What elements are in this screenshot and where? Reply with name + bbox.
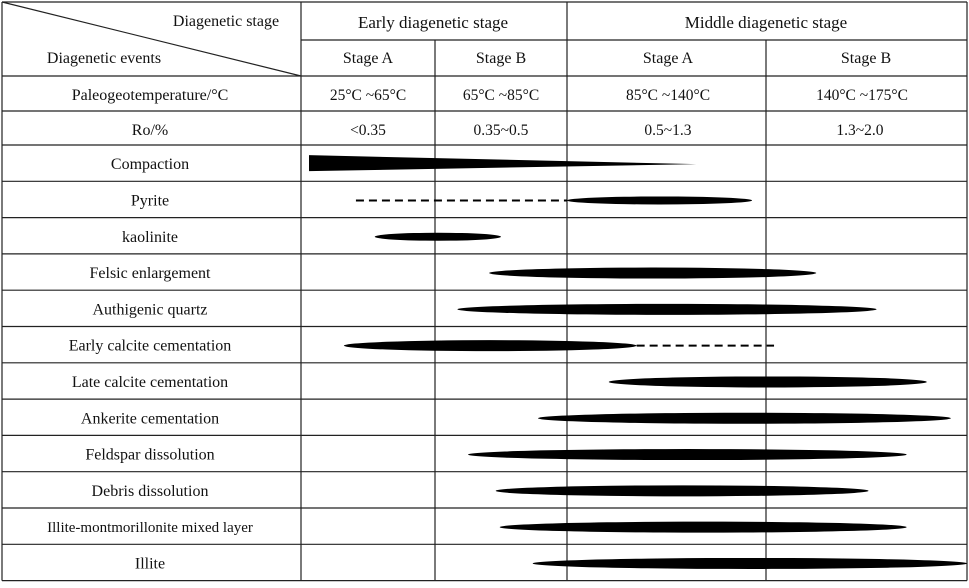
paleotemperature-middle-b: 140°C ~175°C	[816, 87, 908, 104]
paleotemperature-early-a: 25°C ~65°C	[329, 87, 407, 104]
ro-label: Ro/%	[131, 122, 169, 139]
event-labels	[47, 156, 253, 572]
event-label: Pyrite	[130, 192, 170, 210]
paleotemperature-middle-a: 85°C ~140°C	[625, 87, 711, 104]
middle-stage-heading: Middle diagenetic stage	[684, 13, 848, 32]
event-label: Feldspar dissolution	[85, 446, 215, 464]
paleotemperature-label: Paleogeotemperature/°C	[71, 87, 229, 104]
corner-events-label: Diagenetic events	[46, 50, 162, 67]
event-label: Late calcite cementation	[71, 373, 229, 391]
event-label: kaolinite	[122, 228, 178, 246]
early-stage-b: Stage B	[475, 50, 527, 67]
event-label: Ankerite cementation	[80, 410, 220, 428]
event-bar	[457, 304, 876, 315]
event-bar	[496, 485, 869, 496]
event-bar	[375, 233, 501, 241]
event-label: Authigenic quartz	[92, 301, 208, 319]
paleotemperature-early-b: 65°C ~85°C	[462, 87, 540, 104]
ro-early-a: <0.35	[350, 122, 386, 139]
early-stage-a: Stage A	[342, 50, 394, 67]
event-bar	[468, 449, 907, 460]
event-label: Illite	[134, 555, 166, 573]
event-label: Illite-montmorillonite mixed layer	[47, 520, 253, 537]
event-bar	[489, 268, 816, 279]
event-bar	[609, 376, 927, 387]
event-bar	[538, 413, 951, 424]
ro-middle-b: 1.3~2.0	[836, 122, 884, 139]
event-bar	[344, 340, 637, 351]
middle-stage-a: Stage A	[642, 50, 694, 67]
event-bar	[567, 196, 752, 204]
event-bar	[533, 558, 967, 569]
ro-early-b: 0.35~0.5	[473, 122, 529, 139]
event-label: Early calcite cementation	[68, 337, 232, 355]
event-label: Debris dissolution	[91, 482, 209, 500]
event-label: Felsic enlargement	[89, 265, 211, 283]
event-bar	[500, 522, 907, 533]
event-bar	[309, 155, 696, 171]
event-label: Compaction	[110, 156, 190, 174]
early-stage-heading: Early diagenetic stage	[357, 13, 509, 32]
middle-stage-b: Stage B	[840, 50, 892, 67]
ro-middle-a: 0.5~1.3	[644, 122, 692, 139]
corner-stage-label: Diagenetic stage	[172, 13, 280, 30]
